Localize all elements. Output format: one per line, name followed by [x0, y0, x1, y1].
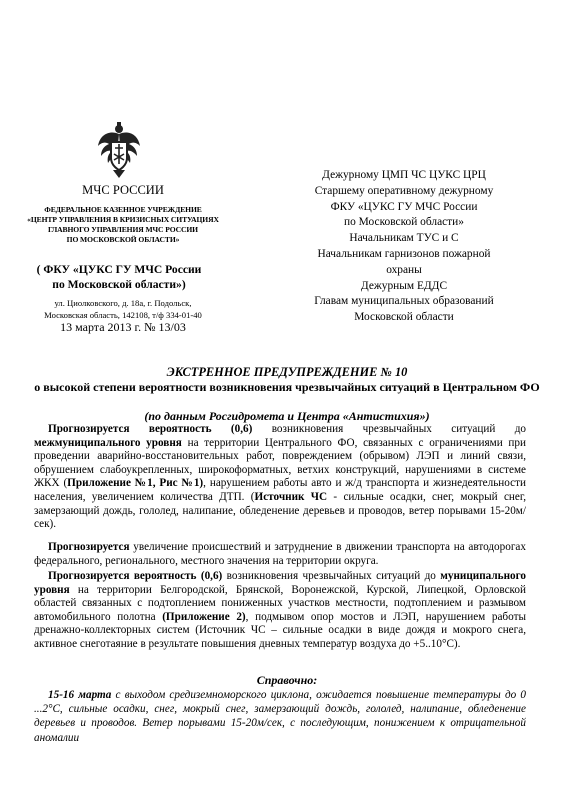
- recipients-block: [296, 168, 512, 326]
- level-term: муниципального уровня: [34, 570, 526, 596]
- org-address: [10, 298, 236, 321]
- org-full-line: ПО МОСКОВСКОЙ ОБЛАСТИ»: [66, 235, 180, 244]
- org-short-name: [12, 262, 226, 292]
- paragraph-text: - сильные осадки, снег, мокрый снег, замерзающий дождь, гололед, налипание, обледенение деревьев и проводов, ветер порывами 15-20м/сек).: [34, 490, 526, 531]
- forecast-lead: Прогнозируется: [48, 541, 130, 553]
- recipient-line: ФКУ «ЦУКС ГУ МЧС России: [330, 200, 478, 213]
- forecast-paragraph-2: [34, 541, 526, 568]
- paragraph-text: , подмывом опор мостов и ЛЭП, нарушением работы дренажно-коллекторных систем (Источник ЧС – сильные осадки в виде дождя и мокрого снега, активное снеготаяние в результате повышения дневных температур воздуха до +5..10°С).: [34, 610, 526, 650]
- document-subtitle: о высокой степени вероятности возникновения чрезвычайных ситуаций в Центральном ФО: [34, 380, 540, 394]
- org-short-line: ( ФКУ «ЦУКС ГУ МЧС России: [36, 263, 202, 276]
- data-source-note: (по данным Росгидромета и Центра «Антистихия»): [144, 409, 430, 423]
- recipient-line: Начальникам ТУС и С: [349, 232, 459, 245]
- recipient-line: Дежурному ЦМП ЧС ЦУКС ЦРЦ: [322, 169, 486, 181]
- emchs-emblem-icon: [96, 120, 142, 180]
- appendix-ref: Приложение №1, Рис №1): [67, 477, 204, 490]
- recipient-line: Начальникам гарнизонов пожарной: [317, 247, 491, 260]
- recipient-line: Главам муниципальных образований: [314, 295, 494, 308]
- paragraph-text: на территории Белгородской, Брянской, Воронежской, Курской, Липецкой, Орловской областей связанных с подтоплением пониженных участков местности, подтоплением и размывом автомобильного полотна: [34, 583, 526, 623]
- recipient-line: по Московской области»: [344, 216, 464, 229]
- reference-text: с выходом средиземноморского циклона, ожидается повышение температуры до 0 ...2°С, сильные осадки, снег, мокрый снег, замерзающий дождь, гололед, налипание, обледенение деревьев и проводов. Ветер порывами 15-20м/сек, с последующим, понижением к отрицательной аномалии: [34, 689, 526, 744]
- address-line: Московская область, 142108, т/ф 334-01-40: [44, 309, 202, 320]
- level-term: межмуниципального уровня: [34, 436, 182, 449]
- recipient-line: охраны: [386, 263, 422, 276]
- document-date-number: 13 марта 2013 г. № 13/03: [60, 320, 186, 334]
- forecast-paragraph-3: [34, 570, 526, 652]
- forecast-lead: Прогнозируется вероятность (0,6): [48, 570, 223, 582]
- org-short-line: по Московской области»): [52, 278, 186, 291]
- paragraph-text: на территории Центрального ФО, связанных с ограничениями при проведении аварийно-восстановительных работ, повреждением (обрывом) ЛЭП и линий связи, обрушением слабоукрепленных, широкоформатных, ветхих конструкций, нарушениями в системе ЖКХ (: [34, 436, 526, 490]
- reference-title: Справочно:: [256, 673, 318, 687]
- recipient-line: Московской области: [354, 311, 454, 324]
- paragraph-text: возникновения чрезвычайных ситуаций до: [222, 570, 441, 582]
- paragraph-text: , нарушением работы авто и ж/д транспорта и жизнедеятельности населения, увеличением количества ДТП. (: [34, 477, 526, 503]
- recipient-line: Дежурным ЕДДС: [360, 279, 448, 292]
- document-title: ЭКСТРЕННОЕ ПРЕДУПРЕЖДЕНИЕ № 10: [166, 365, 408, 379]
- paragraph-text: увеличение происшествий и затруднение в движении транспорта на автодорогах федерального, регионального, местного значения на территории округа.: [34, 541, 526, 567]
- recipient-line: Старшему оперативному дежурному: [314, 184, 494, 197]
- forecast-paragraph-1: [34, 423, 526, 532]
- appendix-ref: (Приложение 2): [162, 610, 246, 623]
- reference-date: 15-16 марта: [48, 689, 112, 701]
- org-name: МЧС РОССИИ: [82, 183, 164, 197]
- reference-paragraph: [34, 688, 526, 745]
- source-term: Источник ЧС: [254, 490, 328, 503]
- org-full-line: «ЦЕНТР УПРАВЛЕНИЯ В КРИЗИСНЫХ СИТУАЦИЯХ: [27, 215, 219, 224]
- address-line: ул. Циолковского, д. 18а, г. Подольск,: [54, 298, 192, 308]
- org-full-line: ФЕДЕРАЛЬНОЕ КАЗЕННОЕ УЧРЕЖДЕНИЕ: [44, 205, 202, 214]
- org-full-name: [10, 205, 236, 245]
- paragraph-text: возникновения чрезвычайных ситуаций до: [252, 423, 526, 435]
- forecast-lead: Прогнозируется вероятность (0,6): [48, 423, 253, 435]
- org-full-line: ГЛАВНОГО УПРАВЛЕНИЯ МЧС РОССИИ: [48, 225, 198, 234]
